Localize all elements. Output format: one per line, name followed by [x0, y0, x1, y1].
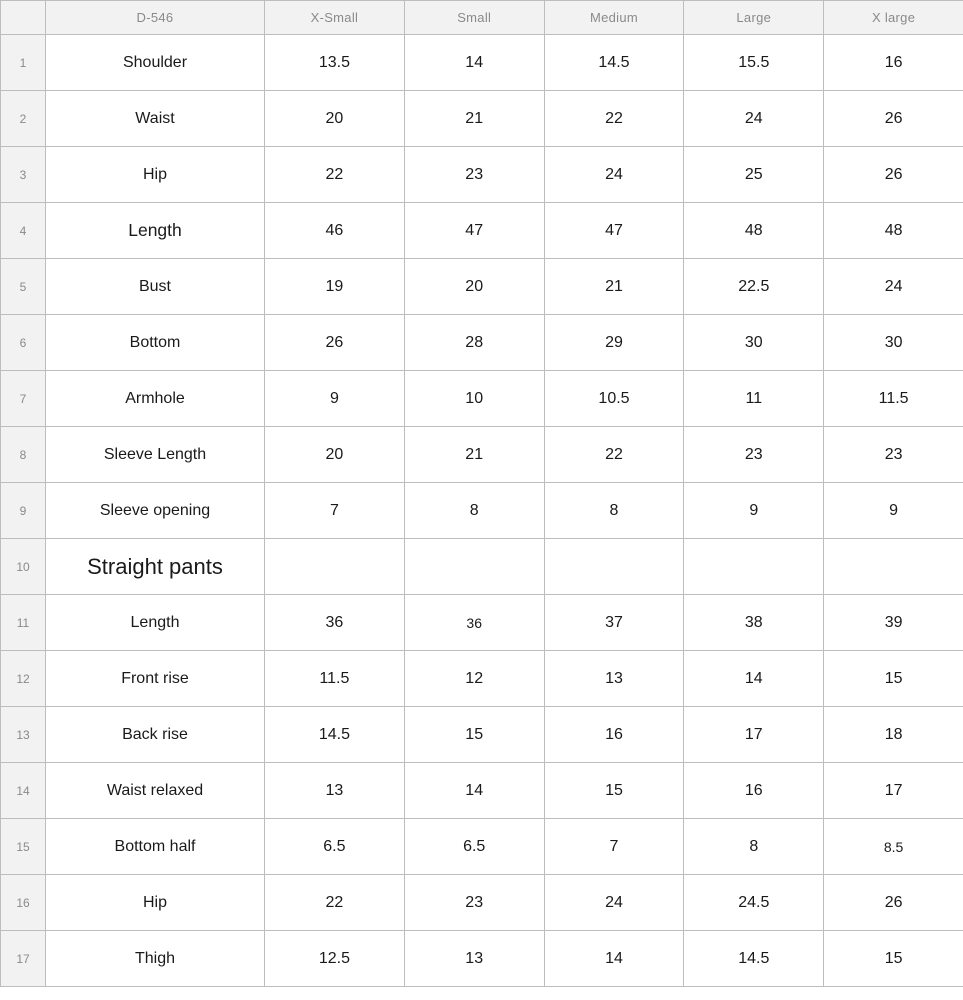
measurement-value-cell[interactable]: 20 [404, 259, 544, 315]
measurement-value-cell[interactable]: 24 [684, 91, 824, 147]
measurement-label-cell[interactable]: Back rise [46, 707, 265, 763]
measurement-value-cell[interactable]: 13.5 [265, 35, 405, 91]
column-header-small[interactable]: Small [404, 1, 544, 35]
table-row [1, 35, 963, 91]
measurement-value-cell[interactable]: 21 [544, 259, 684, 315]
measurement-value-cell[interactable]: 23 [824, 427, 963, 483]
row-number[interactable]: 3 [1, 147, 46, 203]
table-row [1, 539, 963, 595]
row-number[interactable]: 15 [1, 819, 46, 875]
measurement-label-cell[interactable]: Length [46, 595, 265, 651]
column-header-style[interactable]: D-546 [46, 1, 265, 35]
table-row [1, 315, 963, 371]
measurement-value-cell[interactable]: 11 [684, 371, 824, 427]
measurement-label-cell[interactable]: Hip [46, 147, 265, 203]
measurement-value-cell[interactable]: 48 [684, 203, 824, 259]
measurement-value-cell[interactable]: 14 [684, 651, 824, 707]
measurement-value-cell[interactable]: 13 [404, 931, 544, 987]
measurement-value-cell[interactable]: 22.5 [684, 259, 824, 315]
row-number[interactable]: 7 [1, 371, 46, 427]
section-heading-cell[interactable]: Straight pants [46, 539, 265, 595]
table-row [1, 203, 963, 259]
measurement-value-cell[interactable]: 18 [824, 707, 963, 763]
column-header-x-small[interactable]: X-Small [265, 1, 405, 35]
measurement-value-cell[interactable]: 22 [544, 91, 684, 147]
measurement-label-cell[interactable]: Bottom half [46, 819, 265, 875]
measurement-value-cell[interactable]: 17 [824, 763, 963, 819]
measurement-label-cell[interactable]: Bust [46, 259, 265, 315]
measurement-value-cell[interactable]: 14 [404, 35, 544, 91]
measurement-value-cell[interactable]: 8 [404, 483, 544, 539]
measurement-value-cell[interactable]: 48 [824, 203, 963, 259]
header-row [1, 1, 963, 35]
measurement-value-cell[interactable]: 23 [404, 147, 544, 203]
measurement-label-cell[interactable]: Waist [46, 91, 265, 147]
measurement-value-cell[interactable]: 8 [684, 819, 824, 875]
row-number[interactable]: 8 [1, 427, 46, 483]
table-row [1, 931, 963, 987]
measurement-value-cell[interactable]: 11.5 [824, 371, 963, 427]
measurement-value-cell[interactable]: 22 [544, 427, 684, 483]
measurement-value-cell[interactable]: 26 [265, 315, 405, 371]
measurement-value-cell[interactable]: 30 [684, 315, 824, 371]
measurement-value-cell[interactable]: 24 [544, 147, 684, 203]
table-row [1, 259, 963, 315]
measurement-value-cell[interactable] [544, 539, 684, 595]
measurement-value-cell[interactable]: 6.5 [265, 819, 405, 875]
measurement-value-cell[interactable]: 15 [544, 763, 684, 819]
measurement-value-cell[interactable]: 7 [265, 483, 405, 539]
measurement-value-cell[interactable]: 25 [684, 147, 824, 203]
measurement-label-cell[interactable]: Thigh [46, 931, 265, 987]
measurement-value-cell[interactable]: 46 [265, 203, 405, 259]
measurement-value-cell[interactable]: 26 [824, 91, 963, 147]
measurement-value-cell[interactable]: 26 [824, 147, 963, 203]
measurement-value-cell[interactable]: 16 [544, 707, 684, 763]
measurement-value-cell[interactable]: 17 [684, 707, 824, 763]
measurement-value-cell[interactable]: 24 [824, 259, 963, 315]
row-number[interactable]: 12 [1, 651, 46, 707]
measurement-value-cell[interactable]: 19 [265, 259, 405, 315]
table-row [1, 427, 963, 483]
measurement-value-cell[interactable]: 14.5 [684, 931, 824, 987]
measurement-label-cell[interactable]: Length [46, 203, 265, 259]
measurement-value-cell[interactable]: 23 [404, 875, 544, 931]
row-number[interactable]: 4 [1, 203, 46, 259]
measurement-value-cell[interactable]: 15 [824, 651, 963, 707]
row-number[interactable]: 9 [1, 483, 46, 539]
measurement-value-cell[interactable]: 11.5 [265, 651, 405, 707]
row-number[interactable]: 10 [1, 539, 46, 595]
measurement-value-cell[interactable]: 10 [404, 371, 544, 427]
measurement-value-cell[interactable]: 9 [684, 483, 824, 539]
measurement-value-cell[interactable] [684, 539, 824, 595]
row-number[interactable]: 16 [1, 875, 46, 931]
measurement-value-cell[interactable]: 9 [824, 483, 963, 539]
table-row [1, 147, 963, 203]
row-number[interactable]: 6 [1, 315, 46, 371]
column-header-medium[interactable]: Medium [544, 1, 684, 35]
measurement-value-cell[interactable]: 16 [684, 763, 824, 819]
table-row [1, 371, 963, 427]
measurement-label-cell[interactable]: Shoulder [46, 35, 265, 91]
measurement-value-cell[interactable]: 23 [684, 427, 824, 483]
measurement-value-cell[interactable]: 16 [824, 35, 963, 91]
measurement-value-cell[interactable] [824, 539, 963, 595]
measurement-value-cell[interactable]: 12 [404, 651, 544, 707]
measurement-label-cell[interactable]: Sleeve opening [46, 483, 265, 539]
row-number[interactable]: 14 [1, 763, 46, 819]
measurement-value-cell[interactable]: 14.5 [265, 707, 405, 763]
measurement-value-cell[interactable]: 29 [544, 315, 684, 371]
measurement-value-cell[interactable]: 14 [404, 763, 544, 819]
measurement-value-cell[interactable]: 14 [544, 931, 684, 987]
measurement-value-cell[interactable] [265, 539, 405, 595]
measurement-value-cell[interactable]: 20 [265, 91, 405, 147]
column-header-x-large[interactable]: X large [824, 1, 963, 35]
column-header-large[interactable]: Large [684, 1, 824, 35]
measurement-value-cell[interactable]: 8 [544, 483, 684, 539]
measurement-value-cell[interactable]: 14.5 [544, 35, 684, 91]
measurement-label-cell[interactable]: Armhole [46, 371, 265, 427]
measurement-label-cell[interactable]: Front rise [46, 651, 265, 707]
measurement-value-cell[interactable]: 24 [544, 875, 684, 931]
measurement-value-cell[interactable]: 37 [544, 595, 684, 651]
measurement-value-cell[interactable]: 20 [265, 427, 405, 483]
measurement-value-cell[interactable]: 21 [404, 91, 544, 147]
measurement-value-cell[interactable]: 47 [404, 203, 544, 259]
measurement-value-cell[interactable]: 39 [824, 595, 963, 651]
measurement-value-cell[interactable]: 22 [265, 147, 405, 203]
measurement-value-cell[interactable]: 15.5 [684, 35, 824, 91]
measurement-value-cell[interactable]: 8.5 [824, 819, 963, 875]
measurement-value-cell[interactable]: 15 [404, 707, 544, 763]
measurement-value-cell[interactable]: 15 [824, 931, 963, 987]
table-row [1, 875, 963, 931]
table-row [1, 763, 963, 819]
measurement-label-cell[interactable]: Hip [46, 875, 265, 931]
table-row [1, 707, 963, 763]
measurement-value-cell[interactable]: 10.5 [544, 371, 684, 427]
measurement-value-cell[interactable]: 24.5 [684, 875, 824, 931]
measurement-value-cell[interactable]: 13 [265, 763, 405, 819]
table-row [1, 819, 963, 875]
measurement-value-cell[interactable]: 28 [404, 315, 544, 371]
row-number[interactable]: 1 [1, 35, 46, 91]
measurement-value-cell[interactable]: 12.5 [265, 931, 405, 987]
measurement-label-cell[interactable]: Bottom [46, 315, 265, 371]
measurement-value-cell[interactable]: 6.5 [404, 819, 544, 875]
table-row [1, 595, 963, 651]
corner-cell[interactable] [1, 1, 46, 35]
row-number[interactable]: 11 [1, 595, 46, 651]
measurement-label-cell[interactable]: Waist relaxed [46, 763, 265, 819]
measurement-value-cell[interactable]: 13 [544, 651, 684, 707]
measurement-value-cell[interactable]: 38 [684, 595, 824, 651]
measurement-value-cell[interactable]: 7 [544, 819, 684, 875]
row-number[interactable]: 2 [1, 91, 46, 147]
row-number[interactable]: 17 [1, 931, 46, 987]
row-number[interactable]: 13 [1, 707, 46, 763]
measurement-value-cell[interactable]: 47 [544, 203, 684, 259]
measurement-value-cell[interactable]: 22 [265, 875, 405, 931]
measurement-value-cell[interactable]: 36 [265, 595, 405, 651]
table-row [1, 483, 963, 539]
table-row [1, 651, 963, 707]
measurement-value-cell[interactable]: 30 [824, 315, 963, 371]
measurement-value-cell[interactable]: 9 [265, 371, 405, 427]
measurement-value-cell[interactable] [404, 539, 544, 595]
table-row [1, 91, 963, 147]
measurement-value-cell[interactable]: 21 [404, 427, 544, 483]
row-number[interactable]: 5 [1, 259, 46, 315]
measurement-value-cell[interactable]: 36 [404, 595, 544, 651]
measurement-label-cell[interactable]: Sleeve Length [46, 427, 265, 483]
measurement-value-cell[interactable]: 26 [824, 875, 963, 931]
